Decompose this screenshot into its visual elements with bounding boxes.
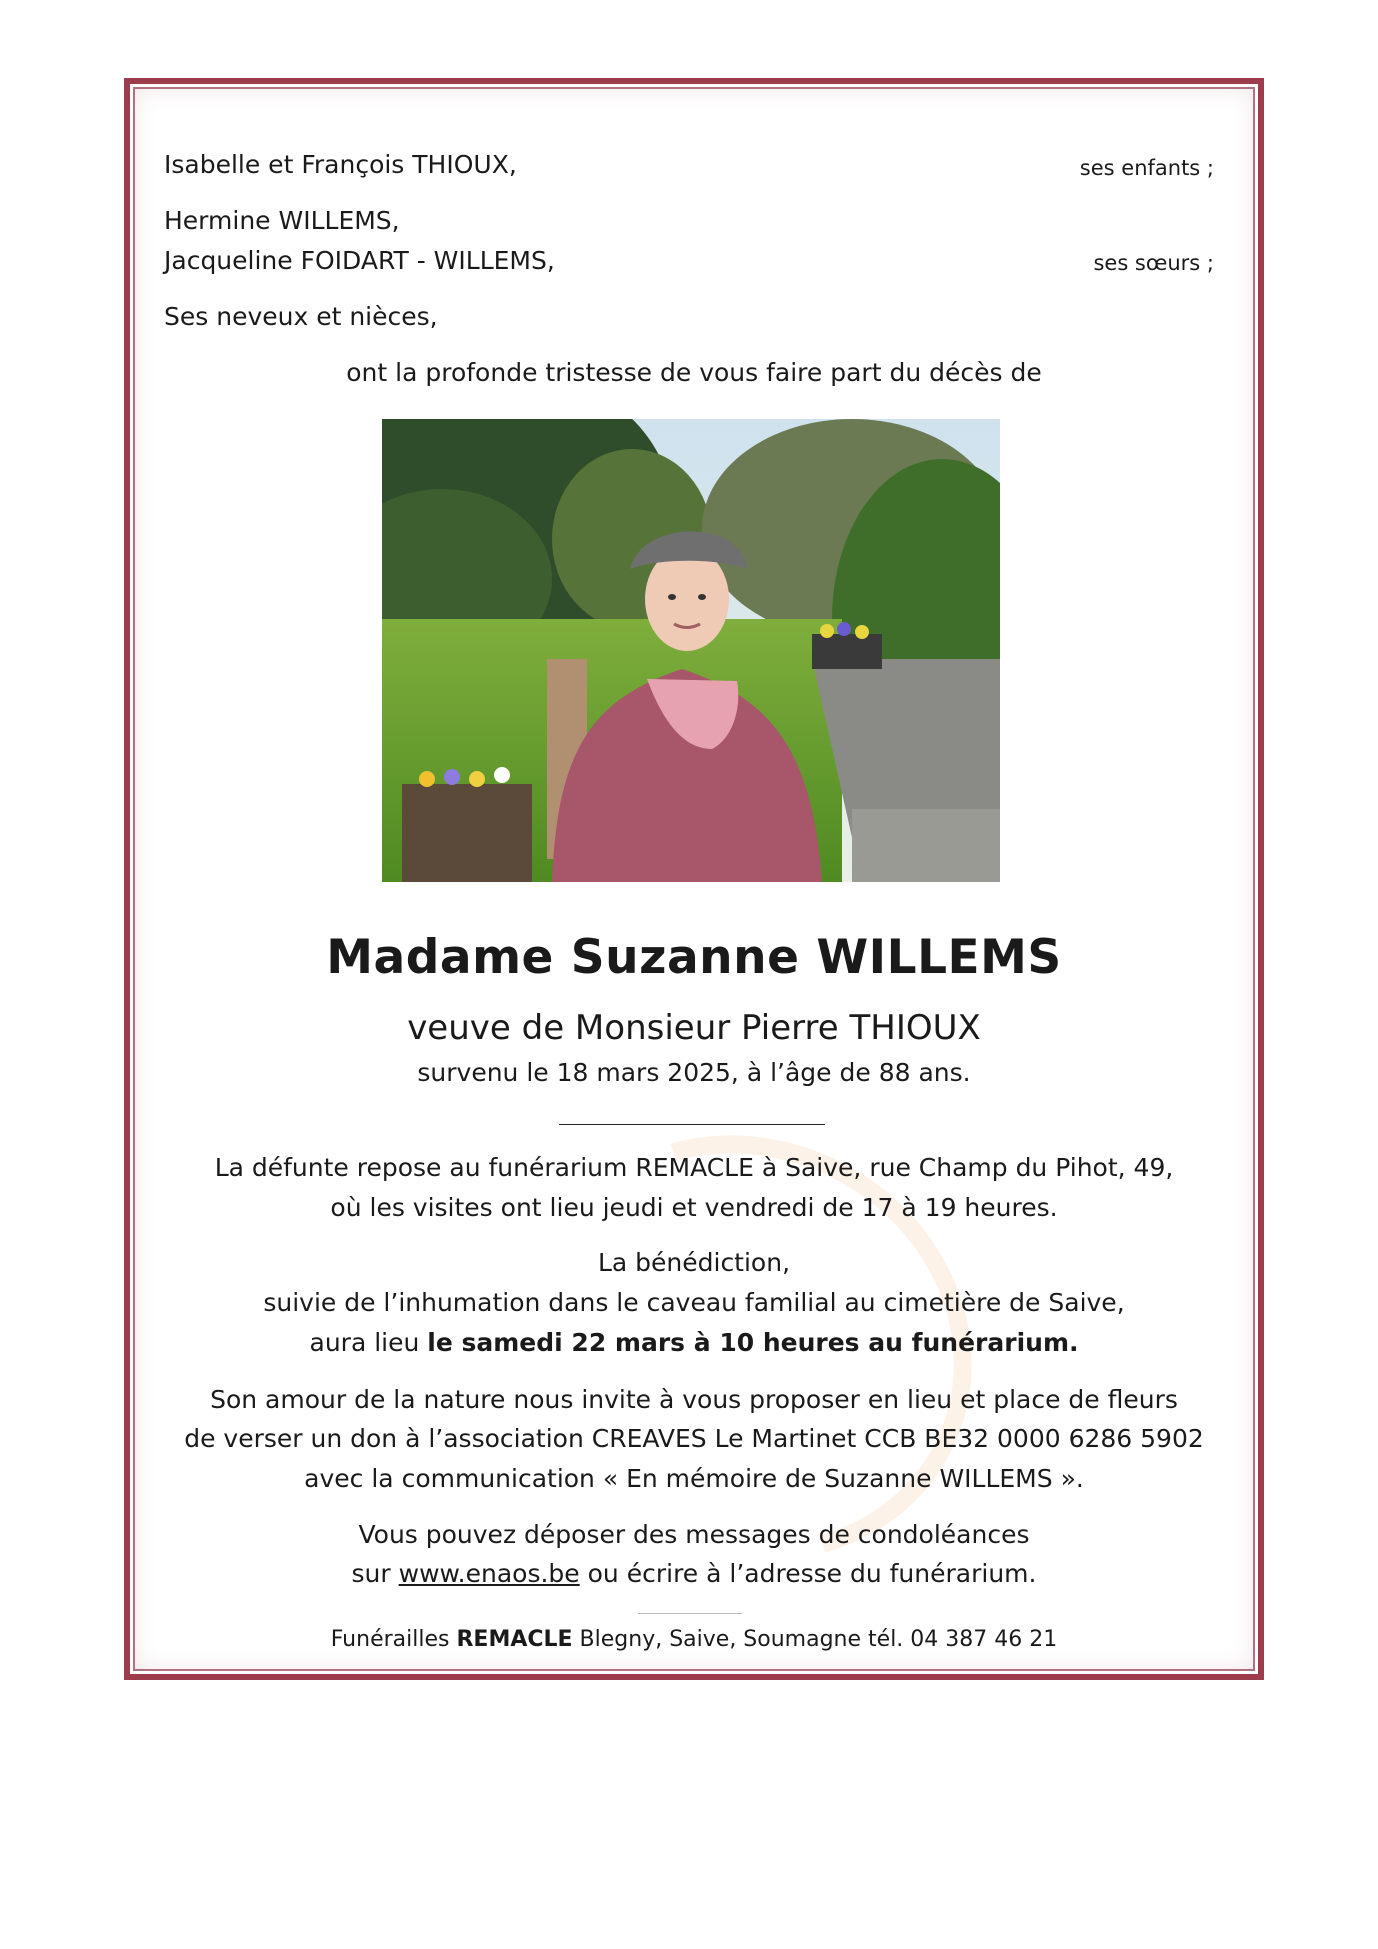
donation-line-2: de verser un don à l’association CREAVES Le Martinet CCB BE32 0000 6286 5902 bbox=[184, 1424, 1204, 1453]
visitation-line-1: La défunte repose au funérarium REMACLE à Saive, rue Champ du Pihot, 49, bbox=[214, 1153, 1174, 1182]
nephews-line: Ses neveux et nièces, bbox=[164, 302, 438, 331]
deceased-name: Madame Suzanne WILLEMS bbox=[326, 930, 1062, 985]
sister-1: Hermine WILLEMS, bbox=[164, 206, 400, 235]
sisters-role: ses sœurs ; bbox=[1093, 251, 1214, 275]
separator-line bbox=[559, 1124, 825, 1125]
death-date: survenu le 18 mars 2025, à l’âge de 88 ans. bbox=[417, 1058, 971, 1087]
condolences-prefix: sur bbox=[351, 1559, 399, 1588]
visitation-line-2: où les visites ont lieu jeudi et vendredi de 17 à 19 heures. bbox=[330, 1193, 1058, 1222]
footer-separator bbox=[638, 1613, 742, 1614]
children-names: Isabelle et François THIOUX, bbox=[164, 150, 517, 179]
footer-line bbox=[124, 1627, 1264, 1652]
footer-brand: REMACLE bbox=[456, 1627, 573, 1652]
donation-line-1: Son amour de la nature nous invite à vous proposer en lieu et place de fleurs bbox=[210, 1385, 1178, 1414]
ceremony-line-1: La bénédiction, bbox=[597, 1248, 791, 1277]
footer-prefix: Funérailles bbox=[330, 1627, 457, 1652]
condolences-line-2 bbox=[124, 1559, 1264, 1588]
footer-suffix: Blegny, Saive, Soumagne tél. 04 387 46 21 bbox=[572, 1627, 1058, 1652]
ceremony-prefix: aura lieu bbox=[309, 1328, 428, 1357]
donation-line-3: avec la communication « En mémoire de Suzanne WILLEMS ». bbox=[304, 1464, 1084, 1493]
enaos-link[interactable]: www.enaos.be bbox=[398, 1559, 580, 1588]
widow-of: veuve de Monsieur Pierre THIOUX bbox=[407, 1008, 981, 1048]
ceremony-line-3 bbox=[124, 1328, 1264, 1357]
ceremony-line-2: suivie de l’inhumation dans le caveau familial au cimetière de Saive, bbox=[263, 1288, 1125, 1317]
portrait-photo bbox=[382, 419, 1000, 882]
announcement-line: ont la profonde tristesse de vous faire part du décès de bbox=[346, 358, 1042, 387]
ceremony-date-time: le samedi 22 mars à 10 heures au funérarium. bbox=[427, 1328, 1079, 1357]
condolences-line-1: Vous pouvez déposer des messages de condoléances bbox=[358, 1520, 1030, 1549]
condolences-suffix: ou écrire à l’adresse du funérarium. bbox=[579, 1559, 1037, 1588]
sister-2: Jacqueline FOIDART - WILLEMS, bbox=[164, 246, 555, 275]
children-role: ses enfants ; bbox=[1079, 156, 1214, 180]
